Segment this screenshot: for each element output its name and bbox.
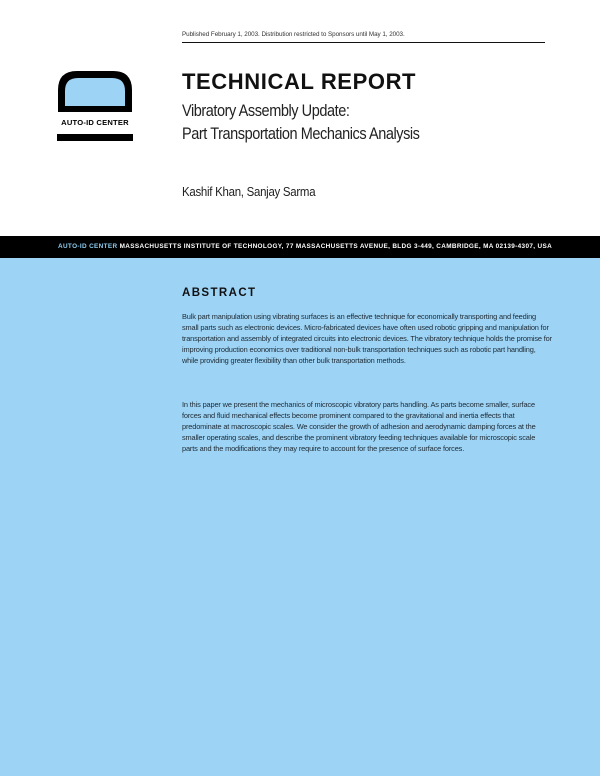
cover-header: [0, 0, 600, 236]
header-rule: [182, 42, 545, 43]
abstract-paragraph-1: Bulk part manipulation using vibrating surfaces is an effective technique for economically transporting and feeding small parts such as electronic devices. Micro-fabricated devices have often used robotic gripping and manipulation for transportation and assembly of integrated circuits into electronic devices. The vibratory technique holds the promise for improving production economics over traditional non-bulk transportation techniques such as robotic part handling, while providing greater flexibility than other bulk transportation methods.: [182, 312, 552, 365]
abstract-paragraph-2: In this paper we present the mechanics of microscopic vibratory parts handling. As parts become smaller, surface forces and fluid mechanical effects become prominent compared to the gravitational and inertia effects that predominate at macroscopic scales. We consider the growth of adhesion and aerodynamic damping forces at the smaller operating scales, and describe the prominent vibratory feeding techniques available for microscopic scale parts and the modifications they may require to account for the presence of surface forces.: [182, 400, 536, 453]
auto-id-center-logo: [56, 70, 134, 142]
logo-icon: [56, 70, 134, 142]
title-line-2: Part Transportation Mechanics Analysis: [182, 125, 420, 143]
authors: Kashif Khan, Sanjay Sarma: [182, 184, 316, 199]
logo-label: AUTO-ID CENTER: [61, 118, 129, 127]
address-line: [58, 243, 552, 250]
report-type-heading: TECHNICAL REPORT: [182, 69, 417, 94]
title-line-1: Vibratory Assembly Update:: [182, 102, 350, 120]
address-brand: AUTO-ID CENTER: [58, 243, 118, 250]
address-text: MASSACHUSETTS INSTITUTE OF TECHNOLOGY, 77 MASSACHUSETTS AVENUE, BLDG 3-449, CAMBRIDGE, MA 02139-4307, USA: [119, 243, 553, 250]
address-bar: [0, 236, 600, 258]
publication-note: Published February 1, 2003. Distribution restricted to Sponsors until May 1, 2003.: [182, 31, 405, 38]
report-title: [182, 100, 420, 146]
abstract-heading: ABSTRACT: [182, 287, 257, 299]
